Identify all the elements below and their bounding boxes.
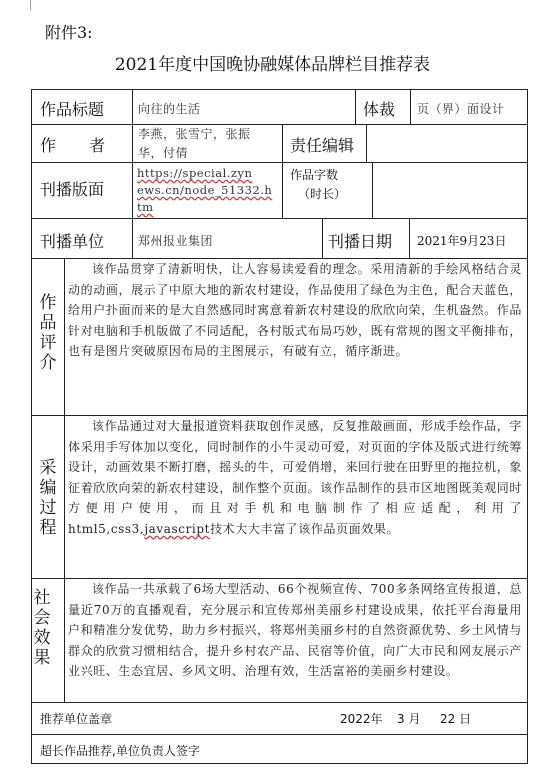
attachment-label: 附件3: bbox=[45, 23, 93, 42]
author-value-line1: 李燕，张雪宁，张振 bbox=[138, 127, 251, 141]
author-label: 作 者 bbox=[40, 136, 106, 155]
publisher-label: 刊播单位 bbox=[40, 232, 105, 251]
form-title: 2021年度中国晚协融媒体品牌栏目推荐表 bbox=[114, 55, 431, 75]
column-divider bbox=[355, 89, 356, 125]
evaluation-label-char: 评 bbox=[39, 333, 57, 353]
evaluation-text: 该作品贯穿了清新明快，让人容易读爱看的理念。采用清新的手绘风格结合灵动的动画，展示了中原大地的新农村建设，作品使用了绿色为主色，配合天蓝色，给用户扑面而来的是大自然感同时寓意着新农村建设的欣欣向荣，生机盎然。作品针对电脑和手机版做了不同适配，各村版式布局巧妙，既有常规的图文平衡排布，也有是图片突破原因布局的主图展示，有破有立，循序渐进。 bbox=[68, 262, 522, 359]
work-title-label: 作品标题 bbox=[40, 100, 105, 119]
row-divider bbox=[31, 162, 528, 163]
process-text-js: javascript bbox=[144, 521, 211, 536]
effect-label-char: 会 bbox=[33, 608, 51, 628]
recommend-unit-seal-label: 推荐单位盖章 bbox=[40, 712, 113, 726]
row-divider bbox=[31, 734, 528, 735]
genre-value: 页（界）面设计 bbox=[417, 102, 505, 116]
row-divider bbox=[31, 218, 528, 219]
publish-page-url-line2: ews.cn/node_51332.h bbox=[137, 183, 273, 197]
column-divider bbox=[282, 124, 283, 162]
publish-page-label: 刊播版面 bbox=[40, 180, 105, 199]
column-divider bbox=[410, 89, 411, 125]
seal-date-day: 22 日 bbox=[440, 712, 472, 726]
page-margin-mark bbox=[30, 0, 31, 10]
process-text-main: 该作品通过对大量报道资料获取创作灵感，反复推敲画面，形成手绘作品，字体采用手写体加以变化，同时制作的小牛灵动可爱，对页面的字体及版式进行统筹设计，动画效果不断打磨，摇头的牛，可爱俏增，来回行驶在田野里的拖拉机，象征着欣欣向荣的新农村建设，制作整个页面。该作品制作的县市区地图既美观同时方便用户使用，而且对手机和电脑制作了相应适配，利用了html5,css3, bbox=[68, 419, 522, 536]
evaluation-label-char: 介 bbox=[39, 353, 57, 373]
evaluation-label-char: 品 bbox=[39, 313, 57, 333]
column-divider bbox=[282, 162, 283, 218]
word-count-sub-label: （时长） bbox=[298, 187, 347, 201]
effect-label-char: 效 bbox=[33, 628, 51, 648]
word-count-label: 作品字数 bbox=[290, 168, 339, 182]
publish-date-value: 2021年9月23日 bbox=[417, 234, 507, 248]
publish-page-url-line1: https://special.zyn bbox=[137, 166, 253, 180]
evaluation-label-char: 作 bbox=[39, 293, 57, 313]
process-text bbox=[68, 416, 522, 540]
process-label-char: 编 bbox=[39, 478, 57, 498]
effect-label-char: 社 bbox=[33, 588, 51, 608]
column-divider bbox=[132, 89, 133, 258]
publish-page-url-line3: tm bbox=[137, 200, 154, 214]
publish-date-label: 刊播日期 bbox=[328, 232, 393, 251]
column-divider bbox=[409, 218, 410, 258]
author-value-line2: 华，付倩 bbox=[138, 146, 189, 160]
process-label-char: 采 bbox=[39, 458, 57, 478]
seal-date-month: 3 月 bbox=[397, 712, 421, 726]
seal-date-year: 2022年 bbox=[340, 712, 383, 726]
responsible-editor-label: 责任编辑 bbox=[290, 136, 355, 155]
column-divider bbox=[366, 124, 367, 162]
column-divider bbox=[322, 218, 323, 258]
work-title-value: 向往的生活 bbox=[138, 102, 201, 116]
row-divider bbox=[31, 124, 528, 125]
process-label-char: 过 bbox=[39, 498, 57, 518]
process-label-char: 程 bbox=[39, 518, 57, 538]
effect-text: 该作品一共承载了6场大型活动、66个视频宣传、700多条网络宣传报道，总量近70万的直播观看，充分展示和宣传郑州美丽乡村建设成果，依托平台海量用户和精准分发优势，助力乡村振兴，将郑州美丽乡村的自然资源优势、乡土风情与群众的欣赏习惯相结合，提升乡村农产品、民宿等价值，向广大市民和网友展示产业兴旺、生态宜居、乡风文明、治理有效，生活富裕的美丽乡村建设。 bbox=[68, 582, 522, 679]
genre-label: 体裁 bbox=[363, 100, 396, 119]
publisher-value: 郑州报业集团 bbox=[138, 234, 214, 248]
effect-label-char: 果 bbox=[33, 648, 51, 668]
process-text-end: 技术大大丰富了该作品页面效果。 bbox=[210, 521, 400, 536]
long-work-signature-note: 超长作品推荐,单位负责人签字 bbox=[40, 744, 200, 758]
column-divider bbox=[64, 258, 65, 702]
column-divider bbox=[372, 162, 373, 218]
row-divider bbox=[31, 702, 528, 703]
